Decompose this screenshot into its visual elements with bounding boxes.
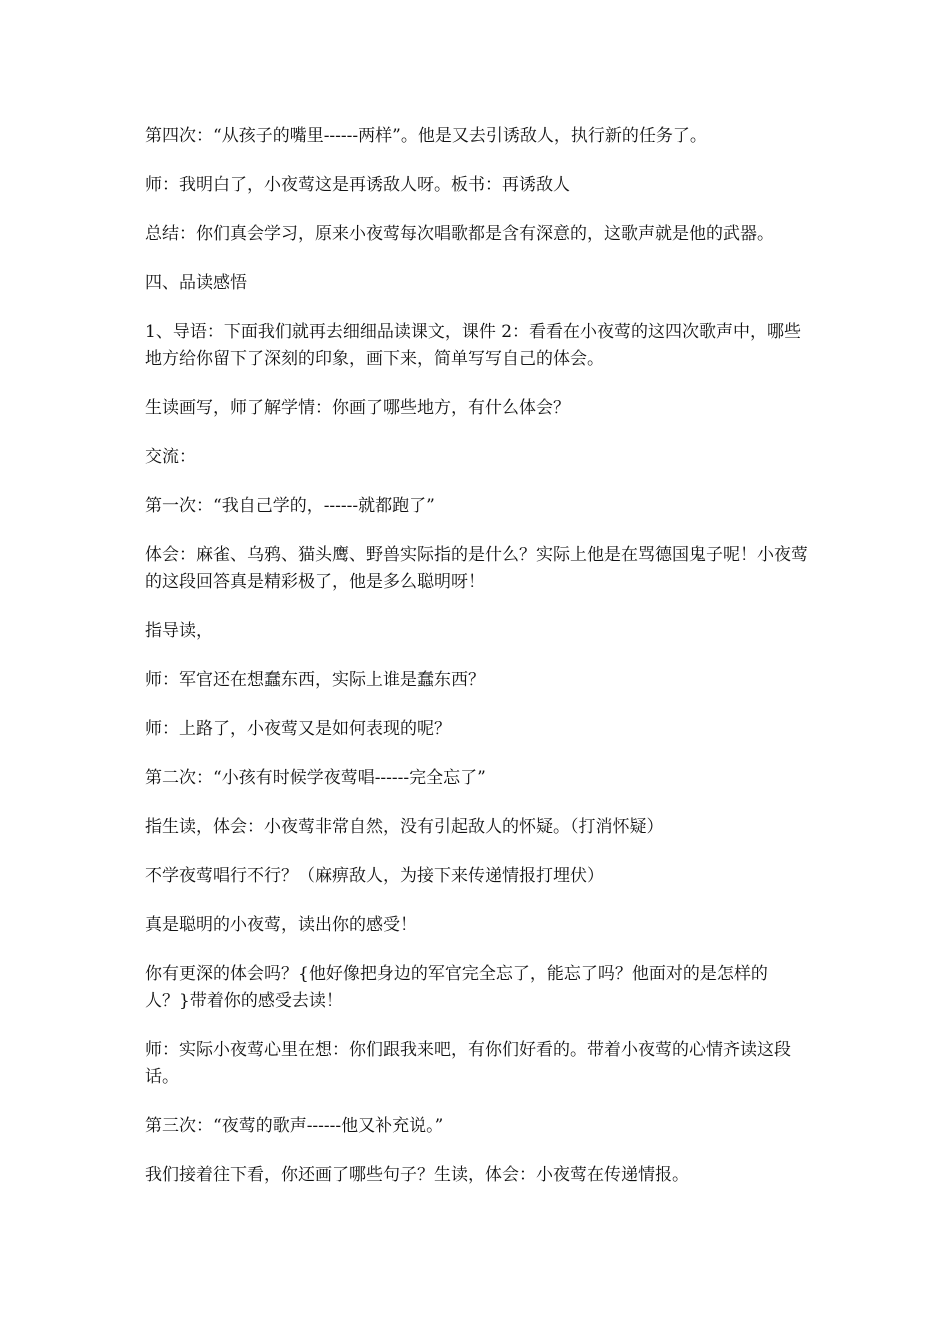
paragraph-5: 1、导语：下面我们就再去细细品读课文，课件 2：看看在小夜莺的这四次歌声中，哪些地方给你留下了深刻的印象，画下来，简单写写自己的体会。 — [145, 322, 802, 369]
paragraph-15: 不学夜莺唱行不行？（麻痹敌人，为接下来传递情报打埋伏） — [145, 866, 604, 886]
paragraph-2: 师：我明白了，小夜莺这是再诱敌人呀。板书：再诱敌人 — [145, 175, 570, 195]
paragraph-7: 交流： — [145, 447, 196, 467]
paragraph-6: 生读画写，师了解学情：你画了哪些地方，有什么体会？ — [145, 398, 570, 418]
paragraph-10: 指导读， — [145, 621, 213, 641]
paragraph-12: 师：上路了，小夜莺又是如何表现的呢？ — [145, 719, 451, 739]
paragraph-13: 第二次：“小孩有时候学夜莺唱------完全忘了” — [145, 768, 486, 788]
paragraph-20: 我们接着往下看，你还画了哪些句子？生读，体会：小夜莺在传递情报。 — [145, 1165, 689, 1185]
paragraph-14: 指生读，体会：小夜莺非常自然，没有引起敌人的怀疑。（打消怀疑） — [145, 817, 664, 837]
paragraph-9: 体会：麻雀、乌鸦、猫头鹰、野兽实际指的是什么？实际上他是在骂德国鬼子呢！小夜莺的这段回答真是精彩极了，他是多么聪明呀！ — [145, 545, 808, 592]
paragraph-18: 师：实际小夜莺心里在想：你们跟我来吧，有你们好看的。带着小夜莺的心情齐读这段话。 — [145, 1040, 791, 1087]
paragraph-8: 第一次：“我自己学的，------就都跑了” — [145, 496, 435, 516]
paragraph-11: 师：军官还在想蠢东西，实际上谁是蠢东西？ — [145, 670, 485, 690]
paragraph-16: 真是聪明的小夜莺，读出你的感受！ — [145, 915, 417, 935]
paragraph-19: 第三次：“夜莺的歌声------他又补充说。” — [145, 1116, 444, 1136]
paragraph-3: 总结：你们真会学习，原来小夜莺每次唱歌都是含有深意的，这歌声就是他的武器。 — [145, 224, 774, 244]
document-body — [145, 123, 810, 1211]
paragraph-17: 你有更深的体会吗？{他好像把身边的军官完全忘了，能忘了吗？他面对的是怎样的人？}带着你的感受去读！ — [145, 964, 768, 1011]
paragraph-1: 第四次：“从孩子的嘴里------两样”。他是又去引诱敌人，执行新的任务了。 — [145, 126, 707, 146]
section-heading: 四、品读感悟 — [145, 273, 247, 293]
